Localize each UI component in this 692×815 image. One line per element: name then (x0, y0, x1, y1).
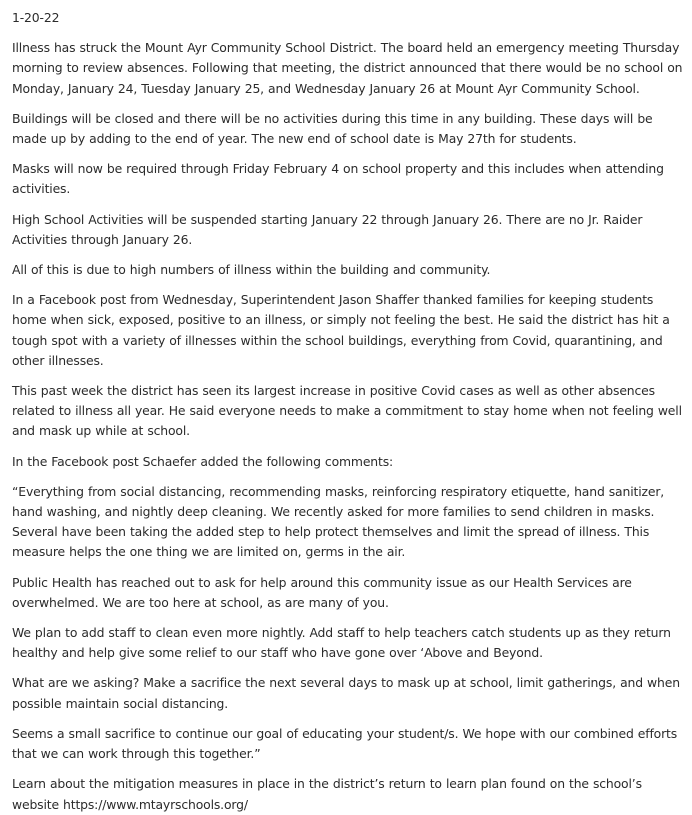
paragraph-quote-sacrifice: Seems a small sacrifice to continue our goal of educating your student/s. We hope with our combined efforts that we can work through this together.” (12, 725, 678, 762)
paragraph-comments-intro: In the Facebook post Schaefer added the following comments: (12, 453, 394, 469)
paragraph-covid-increase: This past week the district has seen its largest increase in positive Covid cases as well as other absences related to illness all year. He said everyone needs to make a commitment to stay home when not feeling well and mask up while at school. (12, 383, 682, 439)
paragraph-quote-measures: “Everything from social distancing, recommending masks, reinforcing respiratory etiquette, hand sanitizer, hand washing, and nightly deep cleaning. We recently asked for more families to send children in masks. Several have been taking the added step to help protect themselves and limit the spread of illness. This measure helps the one thing we are limited on, germs in the air. (12, 483, 665, 560)
paragraph-masks-required: Masks will now be required through Friday February 4 on school property and this includes when attending activities. (12, 161, 664, 197)
paragraph-activities-suspended: High School Activities will be suspended starting January 22 through January 26. There are no Jr. Raider Activities through January 26. (12, 211, 643, 247)
article-date: 1-20-22 (12, 10, 60, 25)
paragraph-buildings-closed: Buildings will be closed and there will be no activities during this time in any building. These days will be made up by adding to the end of year. The new end of school date is May 27th for students. (12, 110, 653, 147)
paragraph-quote-public-health: Public Health has reached out to ask for help around this community issue as our Health Services are overwhelmed. We are too here at school, as are many of you. (12, 574, 632, 610)
paragraph-quote-asking: What are we asking? Make a sacrifice the next several days to mask up at school, limit gatherings, and when possible maintain social distancing. (12, 675, 680, 711)
paragraph-quote-staff: We plan to add staff to clean even more nightly. Add staff to help teachers catch students up as they return healthy and help give some relief to our staff who have gone over ‘Above and Beyond. (12, 625, 671, 661)
paragraph-school-closure: Illness has struck the Mount Ayr Community School District. The board held an emergency meeting Thursday morning to review absences. Following that meeting, the district announced that there would be no school on Monday, January 24, Tuesday January 25, and Wednesday January 26 at Mount Ayr Community School. (12, 40, 683, 96)
paragraph-facebook-post: In a Facebook post from Wednesday, Superintendent Jason Shaffer thanked families for keeping students home when sick, exposed, positive to an illness, or simply not feeling the best. He said the district has hit a tough spot with a variety of illnesses within the school buildings, everything from Covid, quarantining, and other illnesses. (12, 292, 670, 368)
paragraph-learn-more: Learn about the mitigation measures in place in the district’s return to learn plan found on the school’s website https://www.mtayrschools.org/ (12, 776, 642, 812)
paragraph-illness-reason: All of this is due to high numbers of illness within the building and community. (12, 262, 491, 278)
